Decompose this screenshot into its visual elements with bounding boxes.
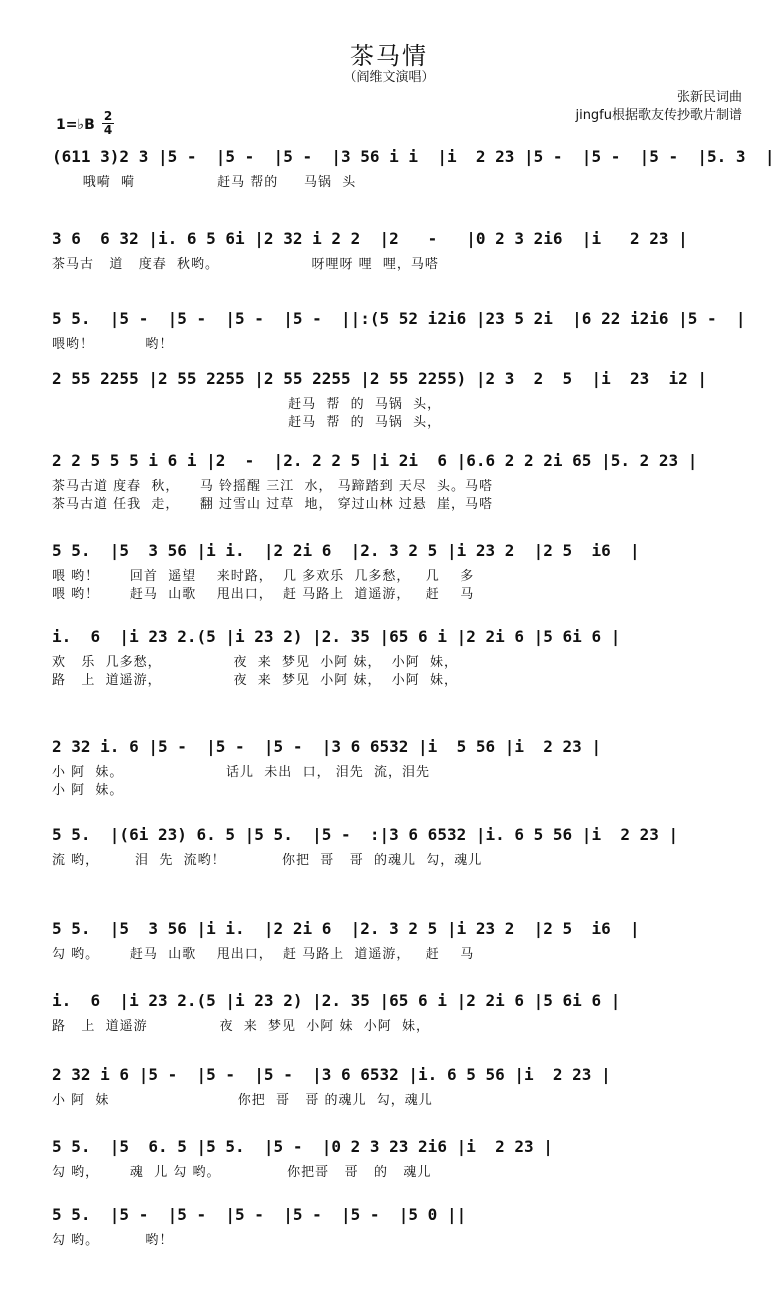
score-system [52,1130,728,1200]
song-title: 茶马情 [350,42,428,70]
lyrics-line-1: 小 阿 妹 你把 哥 哥 的魂儿 勾，魂儿 [52,1093,433,1108]
notation-line: 5 5. |(6i 23) 6. 5 |5 5. |5 - :|3 6 6532 |i. 6 5 56 |i 2 23 | [52,825,679,844]
lyrics-line-2 [52,1036,728,1054]
lyrics-line-1: 喂 哟！ 回首 遥望 来时路， 几 多欢乐 几多愁， 几 多 [52,569,475,584]
notation-line: 2 32 i. 6 |5 - |5 - |5 - |3 6 6532 |i 5 56 |i 2 23 | [52,737,602,756]
lyrics-line-2 [52,1110,728,1128]
notation-line: 5 5. |5 3 56 |i i. |2 2i 6 |2. 3 2 5 |i 23 2 |2 5 i6 | [52,919,640,938]
lyrics-line-2 [52,192,728,210]
lyrics-line-1: 路 上 道遥游 夜 来 梦见 小阿 妹 小阿 妹， [52,1019,430,1034]
notation-line: i. 6 |i 23 2.(5 |i 23 2) |2. 35 |65 6 i |2 2i 6 |5 6i 6 | [52,627,621,646]
lyrics-line-1: 赶马 帮 的 马锅 头， [52,397,442,412]
lyrics-line-2: 小 阿 妹。 [52,783,124,798]
lyrics-line-1: 流 哟， 泪 先 流哟！ 你把 哥 哥 的魂儿 勾，魂儿 [52,853,483,868]
score-system [52,984,728,1054]
score-system [52,912,728,982]
notation-line: 2 55 2255 |2 55 2255 |2 55 2255 |2 55 2255) |2 3 2 5 |i 23 i2 | [52,369,708,388]
lyrics-line-1: 小 阿 妹。 话儿 未出 口， 泪先 流，泪先 [52,765,430,780]
lyrics-line-2 [52,964,728,982]
key-signature: 1=♭B [56,117,95,133]
notation-line: (611 3)2 3 |5 - |5 - |5 - |3 56 i i |i 2 23 |5 - |5 - |5 - |5. 3 | [52,147,775,166]
time-signature-top: 2 [103,109,113,123]
lyrics-line-1: 勾 哟， 魂 儿 勾 哟。 你把哥 哥 的 魂儿 [52,1165,432,1180]
notation-line: 5 5. |5 3 56 |i i. |2 2i 6 |2. 3 2 5 |i 23 2 |2 5 i6 | [52,541,640,560]
notation-line: 2 32 i 6 |5 - |5 - |5 - |3 6 6532 |i. 6 5 56 |i 2 23 | [52,1065,611,1084]
singer-note: （阎维文演唱） [343,70,435,85]
score-system [52,222,728,292]
lyrics-line-2 [52,1250,728,1268]
notation-line: i. 6 |i 23 2.(5 |i 23 2) |2. 35 |65 6 i |2 2i 6 |5 6i 6 | [52,991,621,1010]
lyrics-line-1: 茶马古道 度春 秋， 马 铃摇醒 三江 水， 马蹄踏到 天尽 头。马嗒 [52,479,493,494]
score-system [52,620,728,690]
notation-line: 5 5. |5 - |5 - |5 - |5 - |5 - |5 0 || [52,1205,467,1224]
notation-line: 5 5. |5 - |5 - |5 - |5 - ||:(5 52 i2i6 |23 5 2i |6 22 i2i6 |5 - | [52,309,746,328]
notation-line: 2 2 5 5 5 i 6 i |2 - |2. 2 2 5 |i 2i 6 |6.6 2 2 2i 65 |5. 2 23 | [52,451,698,470]
lyrics-line-1: 勾 哟。 哟！ [52,1233,174,1248]
lyrics-line-2 [52,870,728,888]
time-signature [102,110,114,137]
notation-line: 3 6 6 32 |i. 6 5 6i |2 32 i 2 2 |2 - |0 2 3 2i6 |i 2 23 | [52,229,688,248]
lyrics-line-2 [52,274,728,292]
score-system [52,444,728,514]
arranger-credit: jingfu根据歌友传抄歌片制谱 [575,108,742,123]
score-system [52,362,728,432]
lyrics-line-2: 喂 哟！ 赶马 山歌 甩出口， 赶 马路上 道遥游， 赶 马 [52,587,475,602]
score-system [52,140,775,210]
score-system [52,534,728,604]
lyrics-line-1: 欢 乐 几多愁， 夜 来 梦见 小阿 妹， 小阿 妹， [52,655,458,670]
lyrics-line-2: 路 上 道遥游， 夜 来 梦见 小阿 妹， 小阿 妹， [52,673,458,688]
lyrics-line-1: 勾 哟。 赶马 山歌 甩出口， 赶 马路上 道遥游， 赶 马 [52,947,475,962]
score-system [52,1058,728,1128]
lyrics-line-1: 茶马古 道 度春 秋哟。 呀哩呀 哩 哩，马嗒 [52,257,439,272]
score-system [52,818,728,888]
notation-line: 5 5. |5 6. 5 |5 5. |5 - |0 2 3 23 2i6 |i 2 23 | [52,1137,553,1156]
score-system [52,730,728,800]
score-system [52,1198,728,1268]
composer-credit: 张新民词曲 [676,90,742,105]
time-signature-bottom: 4 [103,123,113,137]
lyrics-line-1: 哦嗬 嗬 赶马 帮的 马锅 头 [52,175,357,190]
lyrics-line-2: 赶马 帮 的 马锅 头， [52,415,442,430]
lyrics-line-1: 喂哟！ 哟！ [52,337,174,352]
lyrics-line-2: 茶马古道 任我 走， 翻 过雪山 过草 地， 穿过山林 过悬 崖，马嗒 [52,497,493,512]
